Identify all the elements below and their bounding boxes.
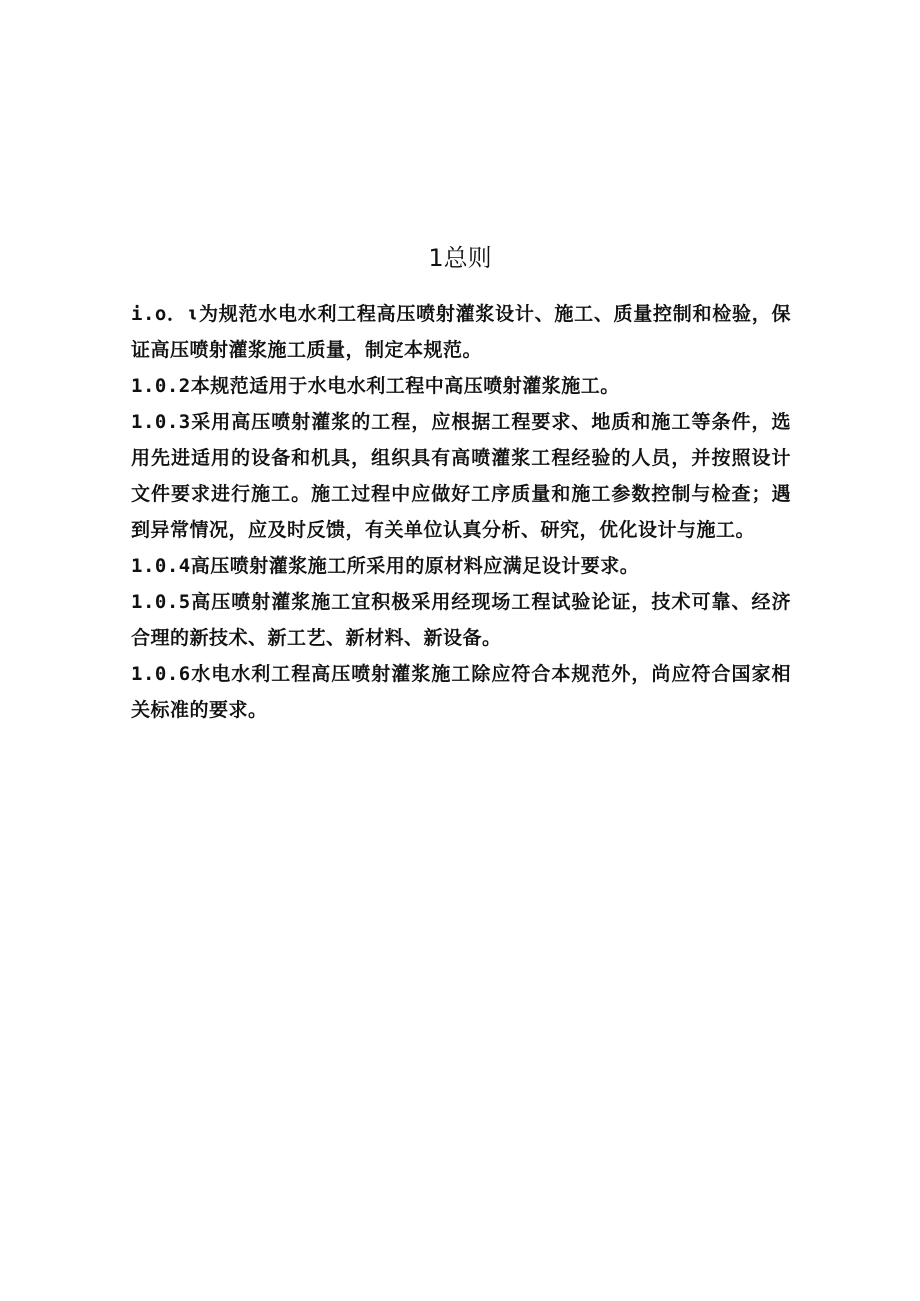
clause-list (131, 296, 791, 728)
clause-number: i.o．ι (131, 303, 199, 325)
clause-1-0-1 (131, 296, 791, 368)
chapter-title: 1总则 (428, 244, 492, 273)
clause-1-0-2 (131, 368, 791, 404)
clause-text: 水电水利工程高压喷射灌浆施工除应符合本规范外，尚应符合国家相关标准的要求。 (131, 663, 791, 721)
clause-text: 高压喷射灌浆施工所采用的原材料应满足设计要求。 (190, 555, 640, 577)
clause-1-0-5 (131, 584, 791, 656)
clause-number: 1.0.2 (131, 375, 191, 397)
clause-text: 高压喷射灌浆施工宜积极采用经现场工程试验论证，技术可靠、经济合理的新技术、新工艺、新材料、新设备。 (131, 591, 791, 649)
clause-number: 1.0.3 (131, 411, 191, 433)
clause-number: 1.0.4 (131, 555, 191, 577)
clause-1-0-3 (131, 404, 791, 548)
clause-text: 为规范水电水利工程高压喷射灌浆设计、施工、质量控制和检验，保证高压喷射灌浆施工质量，制定本规范。 (131, 303, 791, 361)
clause-1-0-4 (131, 548, 791, 584)
clause-text: 本规范适用于水电水利工程中高压喷射灌浆施工。 (190, 375, 620, 397)
clause-number: 1.0.6 (131, 663, 191, 685)
clause-1-0-6 (131, 656, 791, 728)
clause-text: 采用高压喷射灌浆的工程，应根据工程要求、地质和施工等条件，选用先进适用的设备和机具，组织具有高喷灌浆工程经验的人员，并按照设计文件要求进行施工。施工过程中应做好工序质量和施工参数控制与检查；遇到异常情况，应及时反馈，有关单位认真分析、研究，优化设计与施工。 (131, 411, 791, 541)
clause-number: 1.0.5 (131, 591, 191, 613)
